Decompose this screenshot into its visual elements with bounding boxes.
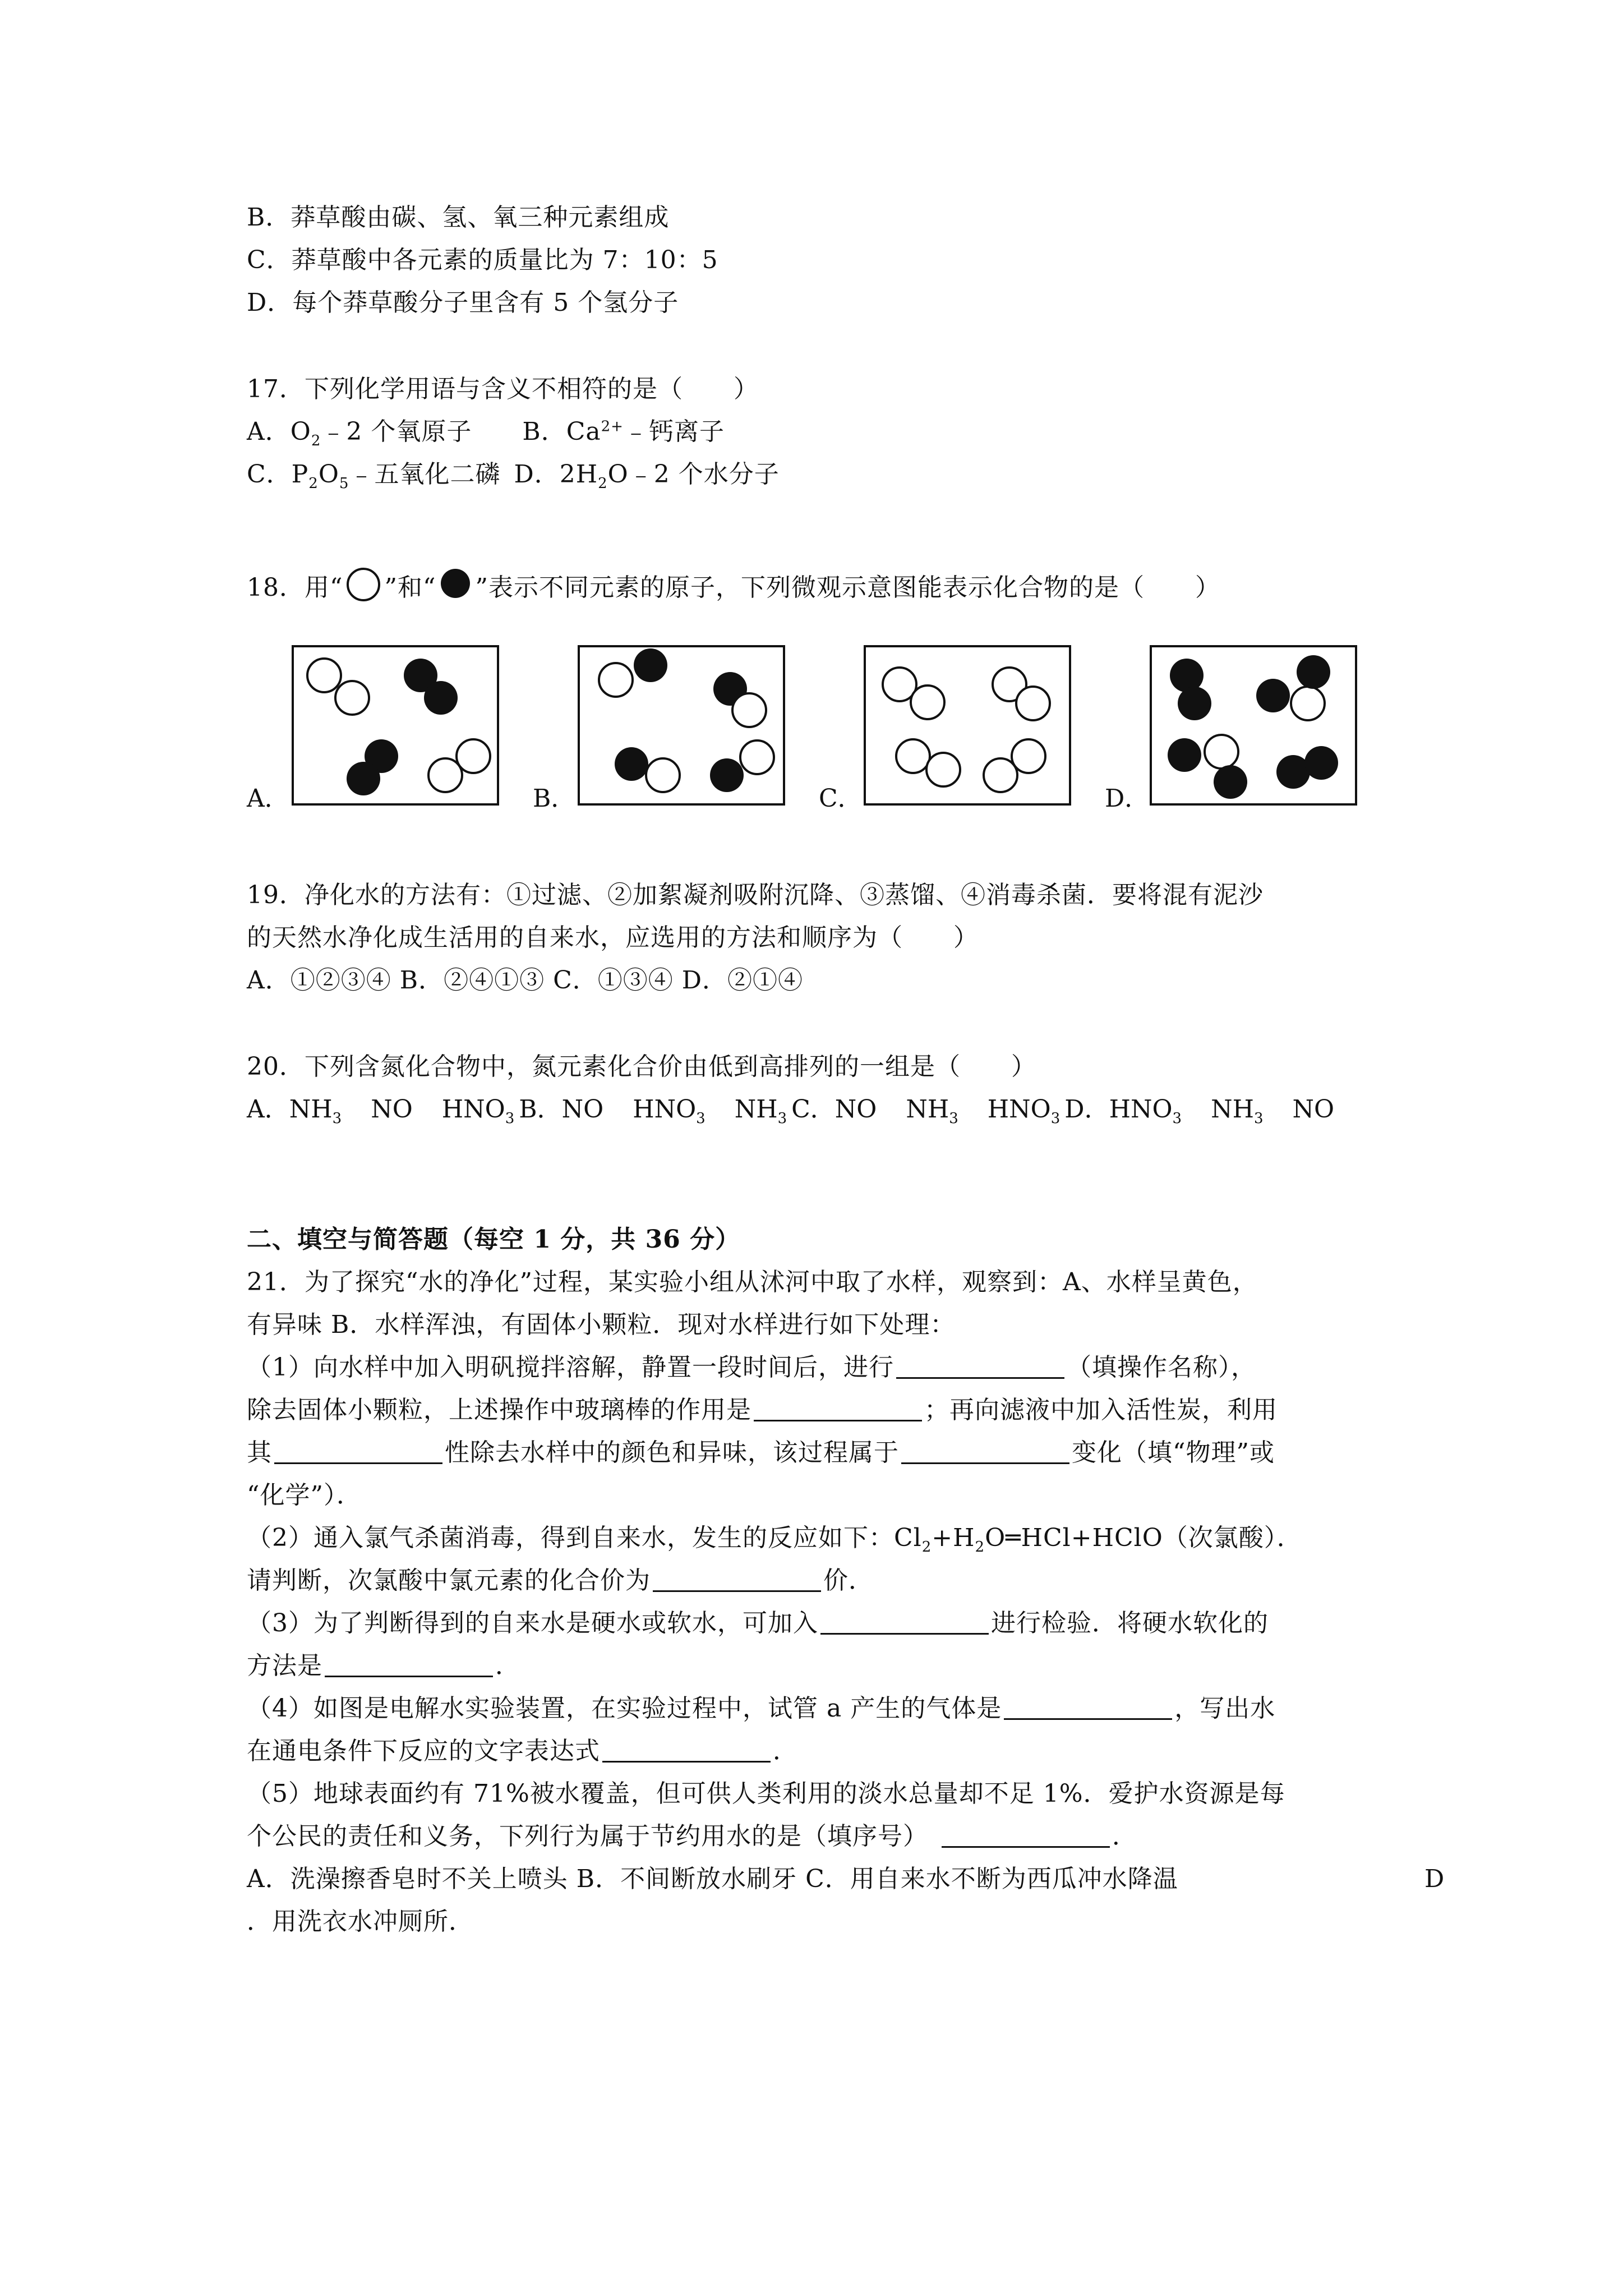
blank-hard-water-test[interactable] [820, 1611, 989, 1635]
diagram-c [864, 645, 1071, 806]
q17-d-text: O﹣2 个水分子 [607, 460, 780, 489]
q21-p5-option-d-text: ．用洗衣水冲厕所． [247, 1907, 474, 1936]
q21-p3-text-c: 方法是 [247, 1651, 322, 1680]
q21-p5-text-c: ． [1112, 1822, 1137, 1851]
q21-p2-text-a: （2）通入氯气杀菌消毒，得到自来水，发生的反应如下：Cl [247, 1524, 922, 1552]
q20-formula: NO [371, 1095, 413, 1124]
q21-p1-text-c: 除去固体小颗粒，上述操作中玻璃棒的作用是 [247, 1396, 751, 1424]
q17-d-prefix: D．2H [514, 460, 598, 489]
q20-formula: $NH_3$ [906, 1095, 958, 1127]
q18-stem-part1: 18．用“ [247, 573, 343, 602]
q20-formula: $HNO_3$ [633, 1095, 706, 1127]
q16-option-b: B．莽草酸由碳、氢、氧三种元素组成 [247, 203, 670, 232]
white-atom-icon [343, 568, 384, 604]
q21-p2-text-e: 价． [823, 1566, 874, 1595]
q17-d-sub: 2 [598, 475, 608, 492]
q20-formula: $HNO_3$ [1109, 1095, 1182, 1127]
q17-stem: 17．下列化学用语与含义不相符的是（ ） [247, 375, 759, 403]
q21-p1-text-e: 其 [247, 1438, 272, 1467]
q17-c-mid: O [318, 460, 339, 489]
q21-p1-text-g: 变化（填“物理”或 [1072, 1438, 1275, 1467]
q17-c-sub2: 5 [339, 475, 349, 492]
q21-p4-line2 [247, 1734, 798, 1768]
q17-b-prefix: B．Ca [522, 417, 601, 446]
section2-title: 二、填空与简答题（每空 1 分，共 36 分） [247, 1225, 741, 1254]
q17-c-prefix: C．P [247, 460, 309, 489]
q21-p2-text-c: O═HCl+HClO（次氯酸）． [985, 1524, 1302, 1552]
q21-p4-text-a: （4）如图是电解水实验装置，在实验过程中，试管 a 产生的气体是 [247, 1694, 1002, 1723]
q21-p3-text-a: （3）为了判断得到的自来水是硬水或软水，可加入 [247, 1609, 818, 1637]
q20-formula: NO [561, 1095, 604, 1124]
blank-carbon-property[interactable] [274, 1440, 442, 1464]
q21-p4-text-b: ，写出水 [1174, 1694, 1276, 1723]
blank-glass-rod-role[interactable] [754, 1397, 922, 1421]
blank-saving-water-choice[interactable] [942, 1824, 1110, 1848]
blank-change-type[interactable] [901, 1440, 1069, 1464]
q20-option-label: A． [247, 1095, 289, 1124]
black-atom-icon [436, 568, 475, 604]
blank-chlorine-valence[interactable] [653, 1568, 821, 1592]
q21-line1: 21．为了探究“水的净化”过程，某实验小组从沭河中取了水样，观察到：A、水样呈黄色， [247, 1268, 1258, 1296]
q21-p1-text-b: （填操作名称）， [1067, 1353, 1256, 1382]
q18-stem-part2: ”和“ [384, 573, 436, 602]
q21-p3-line1 [247, 1607, 1269, 1640]
q20-formula: $NH_3$ [734, 1095, 787, 1127]
q21-p1-line4: “化学”）． [247, 1481, 362, 1510]
q19-stem-line1: 19．净化水的方法有：①过滤、②加絮凝剂吸附沉降、③蒸馏、④消毒杀菌．要将混有泥沙 [247, 881, 1264, 909]
q20-option-label: C． [791, 1095, 835, 1124]
q20-formula: $NH_3$ [289, 1095, 342, 1127]
q18-label-a: A． [247, 784, 289, 813]
q21-p2-line2 [247, 1564, 874, 1598]
blank-gas-in-tube-a[interactable] [1004, 1696, 1172, 1720]
q21-p4-text-d: ． [773, 1737, 798, 1765]
q21-p1-line1 [247, 1351, 1256, 1384]
q16-option-d: D．每个莽草酸分子里含有 5 个氢分子 [247, 288, 679, 317]
diagram-a [292, 645, 499, 806]
q17-a-prefix: A．O [247, 417, 311, 446]
q20-options [247, 1093, 1334, 1126]
q17-options-cd [247, 458, 780, 491]
q21-p3-text-b: 进行检验．将硬水软化的 [991, 1609, 1269, 1637]
q21-p5-option-d-letter: D [1424, 1865, 1445, 1893]
q21-p5-line1: （5）地球表面约有 71%被水覆盖，但可供人类利用的淡水总量却不足 1%．爱护水资源是每 [247, 1779, 1285, 1808]
q21-p2-text-d: 请判断，次氯酸中氯元素的化合价为 [247, 1566, 651, 1595]
q19-stem-line2: 的天然水净化成生活用的自来水，应选用的方法和顺序为（ ） [247, 923, 979, 952]
q21-p3-text-d: ． [495, 1651, 520, 1680]
q20-option-label: D． [1064, 1095, 1109, 1124]
blank-operation-name[interactable] [896, 1355, 1064, 1379]
q18-label-d: D． [1105, 784, 1150, 813]
q20-formula: $NH_3$ [1211, 1095, 1264, 1127]
q17-c-text: ﹣五氧化二磷 [349, 460, 501, 489]
q21-p5-options: A．洗澡擦香皂时不关上喷头 B．不间断放水刷牙 C．用自来水不断为西瓜冲水降温 [247, 1865, 1178, 1893]
q21-p1-text-d: ；再向滤液中加入活性炭，利用 [924, 1396, 1278, 1424]
q18-label-c: C． [819, 784, 863, 813]
q21-p5-text-b: 个公民的责任和义务，下列行为属于节约用水的是（填序号） [247, 1822, 928, 1851]
q21-line2: 有异味 B．水样浑浊，有固体小颗粒．现对水样进行如下处理： [247, 1310, 956, 1339]
q21-p5-line2 [247, 1820, 1137, 1853]
diagram-b [578, 645, 785, 806]
blank-word-equation[interactable] [602, 1738, 771, 1763]
q21-p3-line2 [247, 1649, 520, 1683]
q21-p2-line1: （2）通入氯气杀菌消毒，得到自来水，发生的反应如下：$Cl_2+H_2O═HCl+HClO$（次氯酸）． [247, 1524, 1302, 1556]
q16-option-c: C．莽草酸中各元素的质量比为 7：10：5 [247, 246, 718, 274]
q20-formula: $HNO_3$ [987, 1095, 1061, 1127]
q19-options: A．①②③④ B．②④①③ C．①③④ D．②①④ [247, 966, 804, 995]
q21-p1-text-f: 性除去水样中的颜色和异味，该过程属于 [445, 1438, 899, 1467]
q20-stem: 20．下列含氮化合物中，氮元素化合价由低到高排列的一组是（ ） [247, 1052, 1036, 1081]
q17-options-ab [247, 415, 725, 449]
diagram-d [1150, 645, 1357, 806]
q18-stem-part3: ”表示不同元素的原子，下列微观示意图能表示化合物的是（ ） [475, 573, 1220, 602]
q18-stem [247, 568, 1220, 605]
q17-b-text: ﹣钙离子 [623, 417, 725, 446]
q20-formula: NO [1292, 1095, 1335, 1124]
q21-p1-text-a: （1）向水样中加入明矾搅拌溶解，静置一段时间后，进行 [247, 1353, 894, 1382]
q21-p4-text-c: 在通电条件下反应的文字表达式 [247, 1737, 600, 1765]
q21-p2-text-b: +H [932, 1524, 975, 1552]
q21-p1-line2 [247, 1393, 1278, 1427]
q17-a-sub: 2 [311, 432, 321, 449]
q17-b-sup: 2+ [601, 418, 624, 435]
q20-formula: NO [834, 1095, 877, 1124]
q20-formula: $HNO_3$ [441, 1095, 515, 1127]
q20-option-label: B． [519, 1095, 562, 1124]
q21-p4-line1 [247, 1692, 1275, 1726]
q21-p1-line3 [247, 1436, 1275, 1470]
q17-a-text: ﹣2 个氧原子 [321, 417, 472, 446]
blank-softening-method[interactable] [325, 1653, 493, 1677]
q17-c-sub1: 2 [308, 475, 319, 492]
q18-label-b: B． [533, 784, 576, 813]
